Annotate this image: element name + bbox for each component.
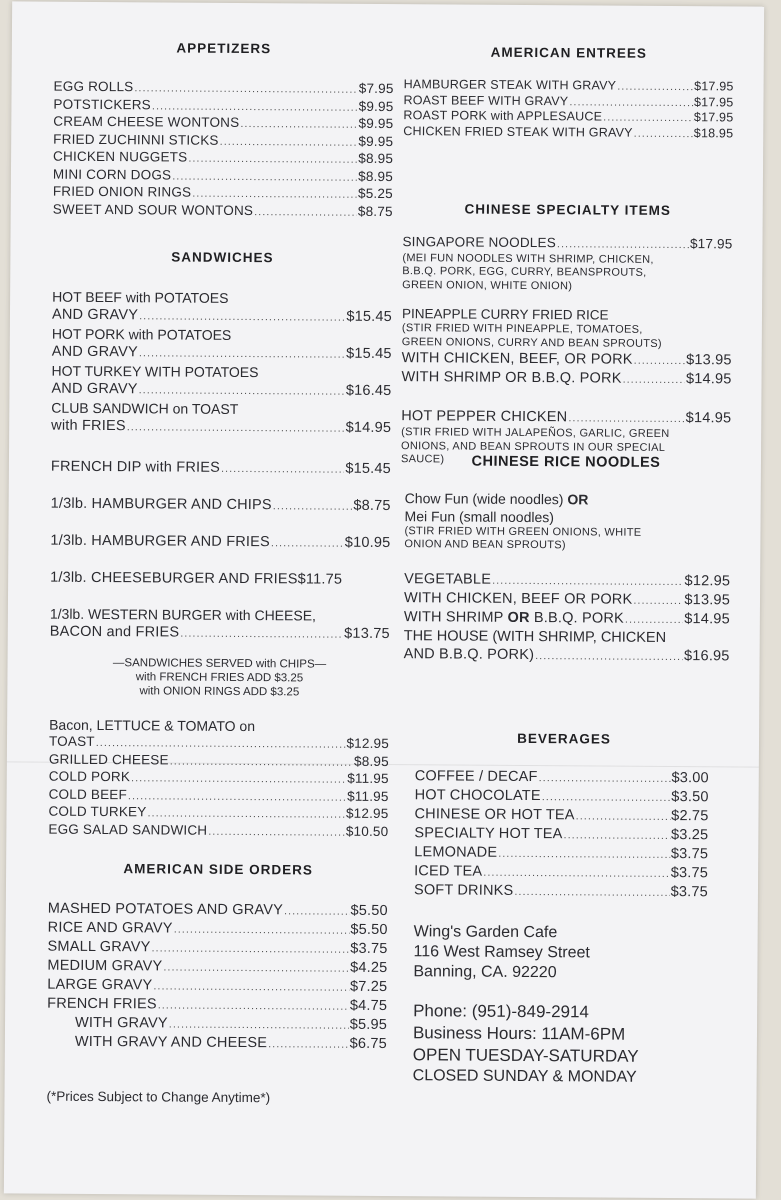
- menu-item: WITH CHICKEN, BEEF, OR PORK ..... $13.95: [402, 349, 732, 370]
- menu-item: TOAST ..... $12.95: [49, 734, 389, 754]
- menu-item: with FRIES ..... $14.95: [51, 417, 391, 438]
- business-hours: Business Hours: 11AM-6PM: [412, 1022, 626, 1044]
- restaurant-name: Wing's Garden Cafe: [413, 922, 558, 941]
- menu-item: WITH GRAVY ..... $5.95: [47, 1014, 387, 1035]
- sandwiches-list: [48, 288, 392, 841]
- menu-item: BACON and FRIES ..... $13.75: [50, 623, 390, 644]
- menu-sheet: [4, 1, 764, 1198]
- menu-item: HOT CHOCOLATE ..... $3.50: [415, 786, 709, 807]
- american-entrees-list: [403, 77, 733, 141]
- menu-item: RICE AND GRAVY ..... $5.50: [48, 919, 388, 940]
- menu-item: SWEET AND SOUR WONTONS ..... $8.75: [53, 201, 393, 221]
- menu-item: LEMONADE ..... $3.75: [414, 843, 708, 864]
- menu-item-line: Bacon, LETTUCE & TOMATO on: [49, 716, 256, 735]
- menu-item: VEGETABLE ..... $12.95: [404, 570, 730, 591]
- item-description: B.B.Q. PORK, EGG, CURRY, BEANSPROUTS,: [402, 265, 647, 279]
- menu-item: LARGE GRAVY ..... $7.25: [47, 976, 387, 997]
- item-description: SAUCE): [400, 453, 445, 466]
- menu-item: AND GRAVY ..... $15.45: [52, 343, 392, 364]
- menu-item: 1/3lb. CHEESEBURGER AND FRIES $11.75: [50, 569, 343, 588]
- menu-item: MINI CORN DOGS ..... $8.95: [53, 166, 393, 186]
- item-description: ONIONS, AND BEAN SPROUTS IN OUR SPECIAL: [401, 439, 666, 454]
- menu-item: WITH SHRIMP OR B.B.Q. PORK ..... $14.95: [401, 368, 731, 389]
- item-description: GREEN ONIONS, CURRY AND BEAN SPROUTS): [401, 335, 662, 350]
- restaurant-street: 116 West Ramsey Street: [413, 942, 590, 961]
- menu-item: COFFEE / DECAF ..... $3.00: [415, 767, 709, 788]
- menu-item: ICED TEA ..... $3.75: [414, 862, 708, 883]
- menu-item: ROAST PORK with APPLESAUCE ..... $17.95: [403, 108, 733, 126]
- menu-item: CHICKEN FRIED STEAK WITH GRAVY ..... $18.95: [403, 124, 733, 142]
- menu-item: COLD TURKEY ..... $12.95: [48, 804, 388, 824]
- menu-item: MASHED POTATOES AND GRAVY ..... $5.50: [48, 900, 388, 921]
- menu-item: ROAST BEEF WITH GRAVY ..... $17.95: [403, 93, 733, 111]
- item-description: GREEN ONION, WHITE ONION): [402, 278, 573, 292]
- menu-item: FRIED ONION RINGS ..... $5.25: [53, 184, 393, 204]
- menu-item: WITH GRAVY AND CHEESE ..... $6.75: [47, 1033, 387, 1054]
- item-description: (MEI FUN NOODLES WITH SHRIMP, CHICKEN,: [402, 251, 654, 266]
- american-entrees-heading: AMERICAN ENTREES: [490, 44, 648, 61]
- closed-days: CLOSED SUNDAY & MONDAY: [412, 1066, 637, 1086]
- menu-item: SINGAPORE NOODLES ..... $17.95: [402, 234, 732, 254]
- item-description: (STIR FRIED WITH GREEN ONIONS, WHITE: [404, 524, 642, 539]
- menu-item: COLD BEEF ..... $11.95: [49, 786, 389, 806]
- rice-noodles-heading: CHINESE RICE NOODLES: [471, 453, 661, 471]
- menu-item: COLD PORK ..... $11.95: [49, 769, 389, 789]
- sandwich-note: —SANDWICHES SERVED with CHIPS—: [112, 657, 327, 671]
- item-description: (STIR FRIED WITH JALAPEÑOS, GARLIC, GREEN: [401, 426, 670, 440]
- menu-item: CHICKEN NUGGETS ..... $8.95: [53, 149, 393, 169]
- menu-item: WITH SHRIMP OR B.B.Q. PORK ..... $14.95: [404, 608, 730, 629]
- menu-item: 1/3lb. HAMBURGER AND FRIES ..... $10.95: [50, 532, 390, 553]
- sides-heading: AMERICAN SIDE ORDERS: [123, 861, 313, 878]
- menu-item-line: HOT TURKEY WITH POTATOES: [51, 362, 259, 381]
- appetizers-heading: APPETIZERS: [176, 40, 272, 57]
- menu-item: SMALL GRAVY ..... $3.75: [48, 938, 388, 959]
- menu-item: WITH CHICKEN, BEEF OR PORK ..... $13.95: [404, 589, 730, 610]
- menu-item: HOT PEPPER CHICKEN ..... $14.95: [401, 407, 731, 428]
- menu-item: SOFT DRINKS ..... $3.75: [414, 881, 708, 902]
- menu-item: EGG SALAD SANDWICH ..... $10.50: [48, 821, 388, 841]
- menu-item-line: CLUB SANDWICH on TOAST: [51, 399, 239, 417]
- menu-item: FRIED ZUCHINNI STICKS ..... $9.95: [53, 131, 393, 151]
- menu-item: GRILLED CHEESE ..... $8.95: [49, 751, 389, 771]
- prices-note: (*Prices Subject to Change Anytime*): [46, 1088, 271, 1106]
- menu-item: AND B.B.Q. PORK) ..... $16.95: [404, 645, 730, 666]
- beverages-heading: BEVERAGES: [517, 730, 611, 747]
- menu-item: HAMBURGER STEAK WITH GRAVY ..... $17.95: [404, 77, 734, 95]
- menu-item-line: Chow Fun (wide noodles) OR: [404, 489, 589, 507]
- menu-item: SPECIALTY HOT TEA ..... $3.25: [414, 824, 708, 845]
- sandwich-note: with FRENCH FRIES ADD $3.25: [135, 671, 304, 685]
- menu-item-line: THE HOUSE (WITH SHRIMP, CHICKEN: [403, 627, 667, 646]
- sandwich-note: with ONION RINGS ADD $3.25: [139, 685, 300, 699]
- appetizers-list: [53, 79, 394, 221]
- restaurant-phone: Phone: (951)-849-2914: [413, 1000, 589, 1021]
- menu-item: POTSTICKERS ..... $9.95: [53, 96, 393, 116]
- menu-item-line: Mei Fun (small noodles): [404, 507, 555, 525]
- left-column: [46, 40, 393, 1108]
- menu-item: AND GRAVY ..... $16.45: [51, 380, 391, 401]
- menu-item: FRENCH FRIES ..... $4.75: [47, 995, 387, 1016]
- right-column: [397, 44, 734, 1088]
- restaurant-info: [397, 922, 728, 1088]
- sandwiches-heading: SANDWICHES: [171, 249, 274, 266]
- menu-item: AND GRAVY ..... $15.45: [52, 306, 392, 327]
- menu-item: MEDIUM GRAVY ..... $4.25: [47, 957, 387, 978]
- menu-item: 1/3lb. HAMBURGER AND CHIPS ..... $8.75: [51, 495, 391, 516]
- item-description: (STIR FRIED WITH PINEAPPLE, TOMATOES,: [401, 322, 643, 336]
- menu-item: FRENCH DIP with FRIES ..... $15.45: [51, 458, 391, 479]
- item-description: ONION AND BEAN SPROUTS): [404, 538, 566, 552]
- chinese-specialty-list: [401, 234, 733, 469]
- menu-item: CREAM CHEESE WONTONS ..... $9.95: [53, 114, 393, 134]
- menu-item-line: PINEAPPLE CURRY FRIED RICE: [401, 306, 609, 323]
- chinese-specialty-heading: CHINESE SPECIALTY ITEMS: [464, 201, 671, 218]
- menu-item: EGG ROLLS ..... $7.95: [54, 79, 394, 99]
- restaurant-city: Banning, CA. 92220: [413, 962, 557, 981]
- sides-list: [47, 900, 388, 1054]
- menu-item: CHINESE OR HOT TEA ..... $2.75: [414, 805, 708, 826]
- beverages-list: [398, 767, 729, 902]
- menu-item-line: HOT PORK with POTATOES: [51, 325, 232, 343]
- menu-item-line: HOT BEEF with POTATOES: [52, 288, 229, 306]
- rice-noodles-list: [400, 489, 731, 666]
- menu-item-line: 1/3lb. WESTERN BURGER with CHEESE,: [49, 605, 317, 624]
- open-days: OPEN TUESDAY-SATURDAY: [412, 1044, 639, 1066]
